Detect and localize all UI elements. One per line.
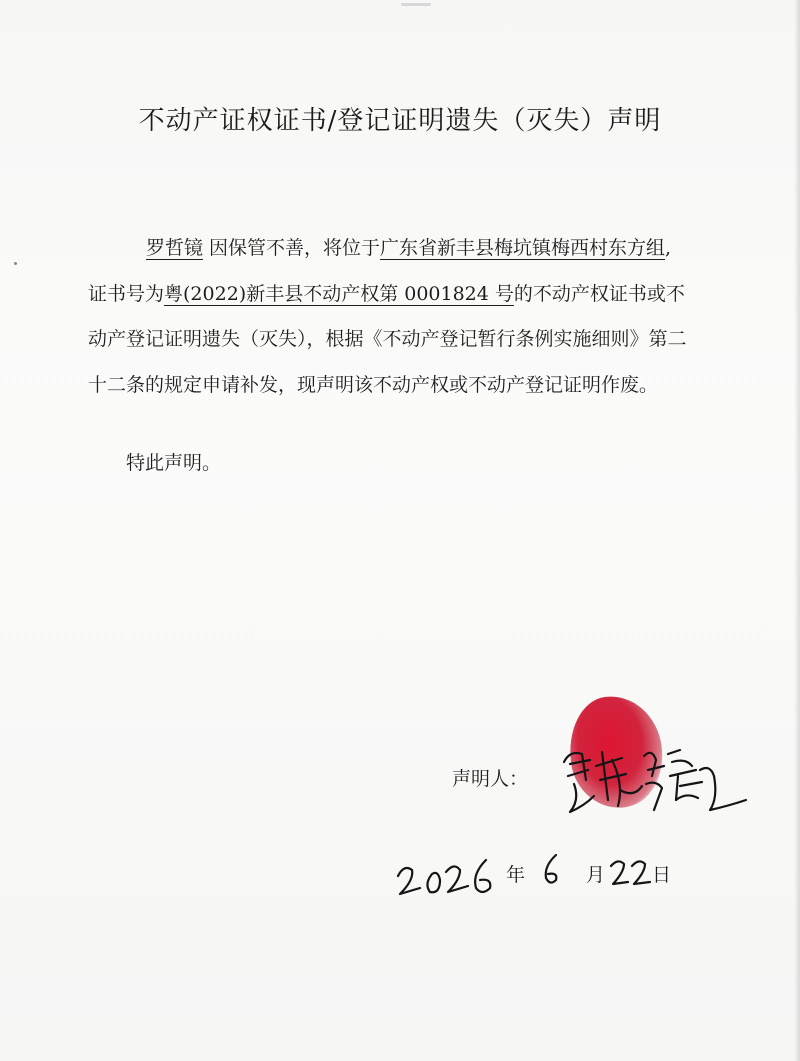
handwritten-day	[608, 856, 654, 890]
body-text-1: 因保管不善，将位于	[209, 237, 381, 259]
page-edge-shadow	[794, 0, 800, 1061]
handwritten-signature	[560, 740, 750, 820]
certificate-number: 粤(2022)新丰县不动产权第 0001824 号	[164, 282, 514, 305]
declaration-body	[88, 226, 688, 408]
declarant-name: 罗哲镜	[146, 237, 204, 259]
handwritten-year	[394, 854, 504, 898]
closing-statement: 特此声明。	[126, 452, 222, 474]
year-unit: 年	[506, 864, 526, 886]
body-text-3: 的不动产权证书或不动产登记证明遗失（灭失），根据《不动产登记暂行条例实施细则》第二十二条的规定申请补发，现声明该不动产权或不动产登记证明作废。	[88, 282, 687, 396]
day-unit: 日	[652, 864, 672, 886]
body-text-2: ,证书号为	[88, 237, 672, 305]
property-location: 广东省新丰县梅坑镇梅西村东方组	[380, 237, 666, 259]
document-title: 不动产证权证书/登记证明遗失（灭失）声明	[138, 106, 662, 136]
month-unit: 月	[586, 864, 606, 886]
declarant-label: 声明人：	[452, 768, 529, 790]
date-line	[380, 848, 700, 908]
scan-speck	[14, 262, 17, 265]
handwritten-month	[538, 852, 566, 888]
scan-mark	[401, 3, 431, 6]
